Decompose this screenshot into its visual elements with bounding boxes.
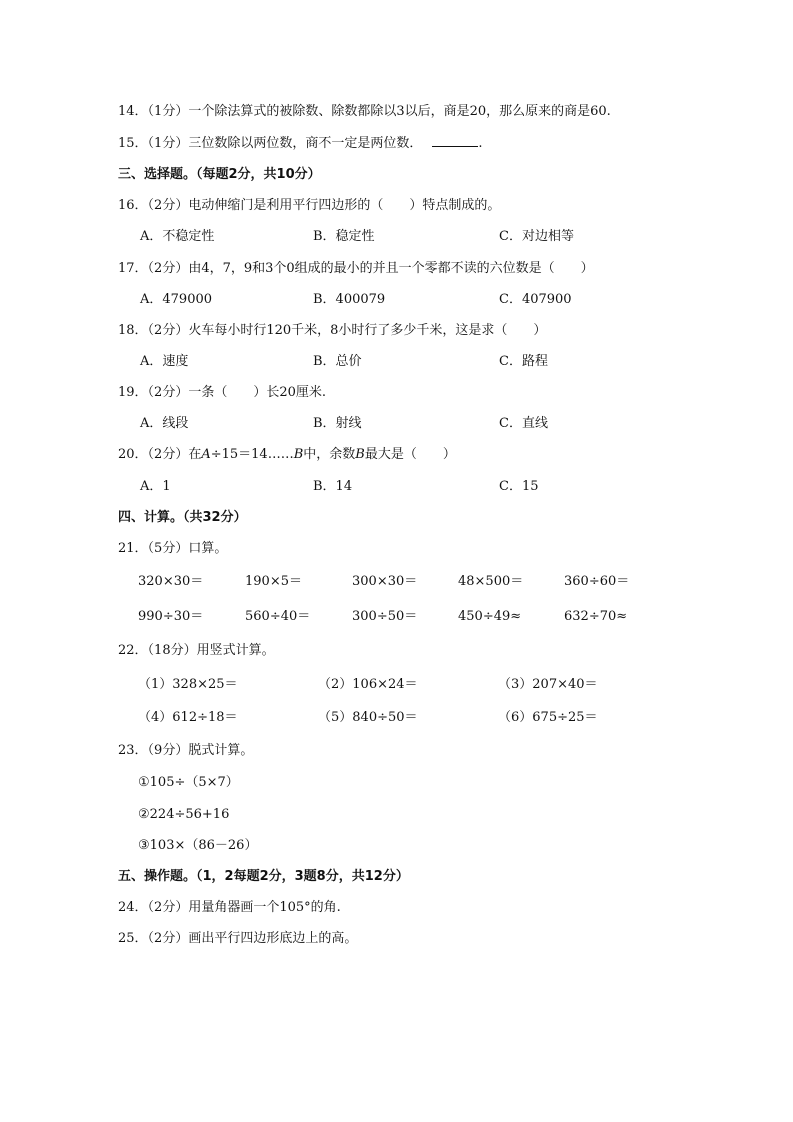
vertical-calc-item: （3）207×40＝ (498, 677, 598, 692)
vertical-calc-item: （1）328×25＝ (138, 677, 238, 692)
section-5-title: 五、操作题。（1，2每题2分，3题8分，共12分） (118, 869, 409, 884)
question-25: 25．（2分）画出平行四边形底边上的高。 (118, 931, 358, 946)
vertical-calc-item: （2）106×24＝ (318, 677, 418, 692)
oral-calc-item: 560÷40＝ (245, 609, 311, 624)
option-a: A．线段 (140, 416, 189, 431)
vertical-calc-item: （4）612÷18＝ (138, 710, 238, 725)
option-b: B．总价 (313, 354, 362, 369)
oral-calc-item: 190×5＝ (245, 574, 302, 589)
question-20-mid2: 中，余数 (303, 447, 356, 462)
vertical-calc-item: （6）675÷25＝ (498, 710, 598, 725)
oral-calc-item: 450÷49≈ (458, 609, 522, 624)
vertical-calc-item: （5）840÷50＝ (318, 710, 418, 725)
oral-calc-item: 300×30＝ (352, 574, 418, 589)
question-15-text: 15．（1分）三位数除以两位数，商不一定是两位数． (118, 136, 423, 151)
oral-calc-item: 320×30＝ (138, 574, 204, 589)
oral-calc-item: 48×500＝ (458, 574, 524, 589)
option-c: C．对边相等 (499, 229, 574, 244)
oral-calc-item: 300÷50＝ (352, 609, 418, 624)
option-b: B．射线 (313, 416, 362, 431)
question-20-pre: 20．（2分）在 (118, 447, 202, 462)
option-c: C．路程 (499, 354, 548, 369)
question-19: 19．（2分）一条（ ）长20厘米. (118, 385, 326, 400)
question-22: 22．（18分）用竖式计算。 (118, 643, 275, 658)
question-23: 23．（9分）脱式计算。 (118, 743, 254, 758)
option-b: B．稳定性 (313, 229, 375, 244)
stepwise-calc-item: ①105÷（5×7） (138, 775, 239, 790)
option-a: A．不稳定性 (140, 229, 215, 244)
option-a: A．1 (140, 479, 171, 494)
question-15-tail: . (478, 136, 483, 151)
question-20 (118, 446, 456, 464)
question-18: 18．（2分）火车每小时行120千米，8小时行了多少千米，这是求（ ） (118, 323, 547, 338)
variable-a: A (201, 447, 211, 462)
section-4-title: 四、计算。（共32分） (118, 510, 247, 525)
oral-calc-item: 360÷60＝ (564, 574, 630, 589)
option-b: B．400079 (313, 292, 386, 307)
question-20-post: 最大是（ ） (364, 447, 456, 462)
section-3-title: 三、选择题。（每题2分，共10分） (118, 167, 321, 182)
option-a: A．479000 (140, 292, 213, 307)
question-24: 24．（2分）用量角器画一个105°的角. (118, 900, 341, 915)
stepwise-calc-item: ②224÷56+16 (138, 807, 230, 822)
variable-b: B (293, 447, 304, 462)
option-a: A．速度 (140, 354, 189, 369)
stepwise-calc-item: ③103×（86－26） (138, 838, 258, 853)
option-b: B．14 (313, 479, 353, 494)
question-20-mid: ÷15＝14…… (210, 447, 294, 462)
option-c: C．407900 (499, 292, 572, 307)
question-14: 14．（1分）一个除法算式的被除数、除数都除以3以后，商是20，那么原来的商是60. (118, 104, 611, 119)
question-15 (118, 134, 482, 153)
oral-calc-item: 632÷70≈ (564, 609, 628, 624)
question-16: 16．（2分）电动伸缩门是利用平行四边形的（ ）特点制成的。 (118, 198, 501, 213)
option-c: C．直线 (499, 416, 548, 431)
oral-calc-item: 990÷30＝ (138, 609, 204, 624)
question-21: 21．（5分）口算。 (118, 541, 228, 556)
answer-blank (432, 134, 478, 147)
variable-b: B (355, 447, 365, 462)
question-17: 17．（2分）由4，7，9和3个0组成的最小的并且一个零都不读的六位数是（ ） (118, 261, 594, 276)
option-c: C．15 (499, 479, 539, 494)
